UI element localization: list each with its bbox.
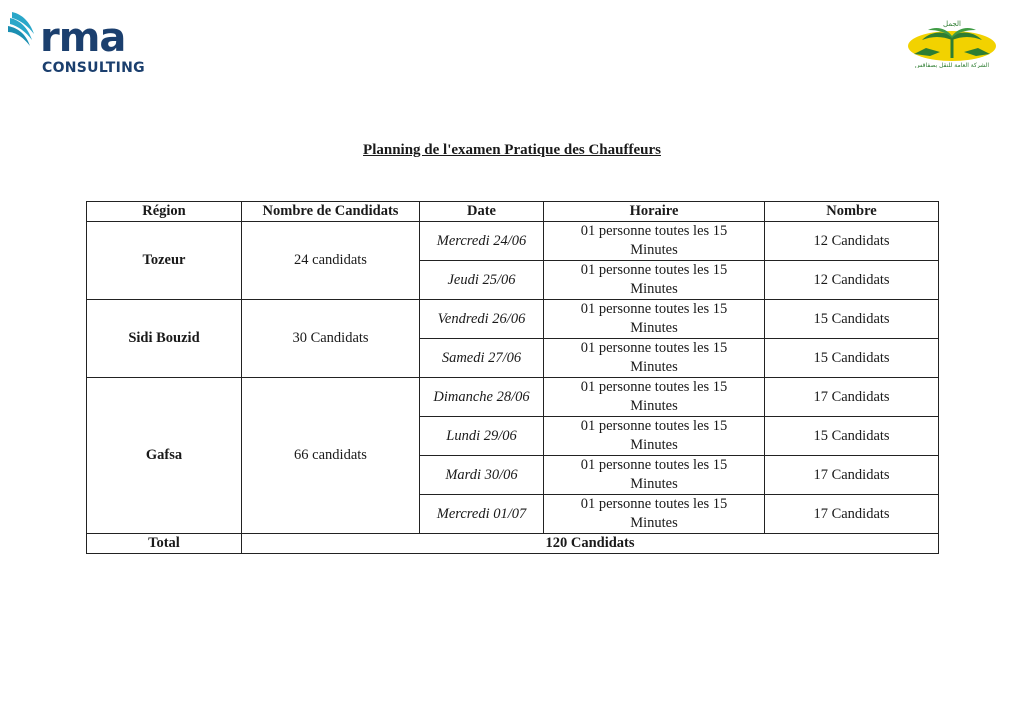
logo-sub-text: CONSULTING <box>42 60 145 76</box>
number-cell: 15 Candidats <box>765 339 939 378</box>
date-cell: Jeudi 25/06 <box>420 261 544 300</box>
exam-schedule-table <box>86 201 939 554</box>
number-cell: 12 Candidats <box>765 222 939 261</box>
rma-consulting-logo <box>8 10 145 76</box>
date-cell: Lundi 29/06 <box>420 417 544 456</box>
region-cell: Gafsa <box>87 378 242 534</box>
number-cell: 15 Candidats <box>765 417 939 456</box>
schedule-line-2: Minutes <box>630 476 678 492</box>
schedule-line-1: 01 personne toutes les 15 <box>580 262 728 278</box>
schedule-line-2: Minutes <box>630 515 678 531</box>
schedule-line-1: 01 personne toutes les 15 <box>580 301 728 317</box>
header-number: Nombre <box>765 202 939 222</box>
number-cell: 17 Candidats <box>765 495 939 534</box>
table-header-row <box>87 202 939 222</box>
number-cell: 15 Candidats <box>765 300 939 339</box>
schedule-cell <box>544 339 765 378</box>
schedule-cell <box>544 300 765 339</box>
schedule-line-1: 01 personne toutes les 15 <box>580 223 728 239</box>
date-cell: Mercredi 01/07 <box>420 495 544 534</box>
schedule-line-1: 01 personne toutes les 15 <box>580 457 728 473</box>
date-cell: Dimanche 28/06 <box>420 378 544 417</box>
page-title: Planning de l'examen Pratique des Chauffeurs <box>363 142 661 158</box>
emblem-top-text: الجمل <box>943 20 961 28</box>
schedule-line-2: Minutes <box>630 242 678 258</box>
date-cell: Mardi 30/06 <box>420 456 544 495</box>
table-row <box>87 378 939 417</box>
candidates-cell: 66 candidats <box>242 378 420 534</box>
candidates-cell: 30 Candidats <box>242 300 420 378</box>
number-cell: 17 Candidats <box>765 378 939 417</box>
date-cell: Samedi 27/06 <box>420 339 544 378</box>
region-cell: Sidi Bouzid <box>87 300 242 378</box>
schedule-line-1: 01 personne toutes les 15 <box>580 418 728 434</box>
schedule-line-1: 01 personne toutes les 15 <box>580 379 728 395</box>
candidates-cell: 24 candidats <box>242 222 420 300</box>
schedule-line-2: Minutes <box>630 437 678 453</box>
total-value: 120 Candidats <box>242 534 939 554</box>
schedule-line-1: 01 personne toutes les 15 <box>580 340 728 356</box>
table-row <box>87 300 939 339</box>
schedule-line-1: 01 personne toutes les 15 <box>580 496 728 512</box>
schedule-cell <box>544 456 765 495</box>
header-schedule: Horaire <box>544 202 765 222</box>
header-date: Date <box>420 202 544 222</box>
total-row <box>87 534 939 554</box>
schedule-line-2: Minutes <box>630 320 678 336</box>
schedule-cell <box>544 378 765 417</box>
region-cell: Tozeur <box>87 222 242 300</box>
header-candidates-count: Nombre de Candidats <box>242 202 420 222</box>
schedule-line-2: Minutes <box>630 398 678 414</box>
date-cell: Vendredi 26/06 <box>420 300 544 339</box>
table-row <box>87 222 939 261</box>
schedule-cell <box>544 417 765 456</box>
schedule-line-2: Minutes <box>630 359 678 375</box>
logo-main-text: rma <box>40 15 126 61</box>
schedule-line-2: Minutes <box>630 281 678 297</box>
number-cell: 12 Candidats <box>765 261 939 300</box>
schedule-cell <box>544 495 765 534</box>
schedule-cell <box>544 222 765 261</box>
company-emblem <box>906 18 998 68</box>
number-cell: 17 Candidats <box>765 456 939 495</box>
schedule-cell <box>544 261 765 300</box>
palm-tree-emblem-icon <box>906 18 998 68</box>
emblem-bottom-text: الشركة العامة للنقل بصفاقس <box>914 62 990 68</box>
total-label: Total <box>87 534 242 554</box>
date-cell: Mercredi 24/06 <box>420 222 544 261</box>
header-region: Région <box>87 202 242 222</box>
